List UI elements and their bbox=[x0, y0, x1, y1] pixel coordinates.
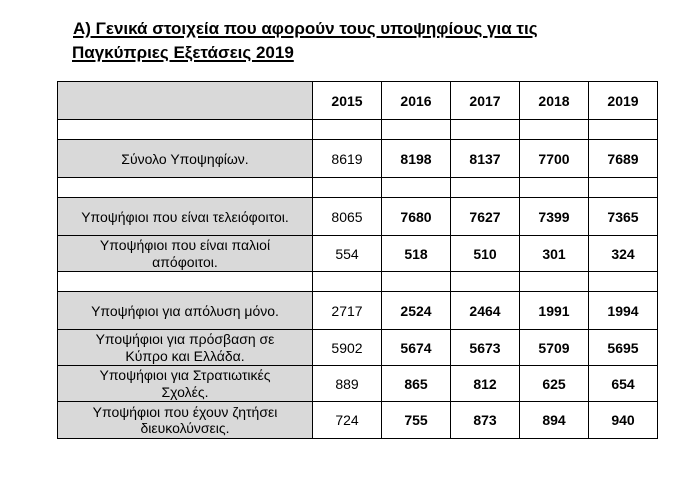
spacer-cell bbox=[451, 178, 520, 198]
header-row bbox=[58, 82, 658, 120]
row-label: Υποψήφιοι που είναι τελειόφοιτοι. bbox=[58, 198, 313, 236]
row-label-line-1: Υποψήφιοι για Στρατιωτικές bbox=[99, 366, 271, 383]
row-label bbox=[58, 402, 313, 439]
value-cell: 5902 bbox=[313, 330, 382, 366]
table-row-accommodations bbox=[58, 402, 658, 439]
value-cell: 5709 bbox=[520, 330, 589, 366]
heading-line-2: Παγκύπριες Εξετάσεις 2019 bbox=[72, 43, 294, 62]
spacer-cell bbox=[313, 120, 382, 140]
value-cell: 2524 bbox=[382, 292, 451, 330]
row-label-line-2: απόφοιτοι. bbox=[152, 253, 218, 270]
table-row-military-schools bbox=[58, 366, 658, 402]
year-header-2015: 2015 bbox=[313, 82, 382, 120]
value-cell: 2464 bbox=[451, 292, 520, 330]
spacer-cell bbox=[451, 272, 520, 292]
row-label-line-1: Υποψήφιοι που είναι παλιοί bbox=[99, 236, 271, 253]
value-cell: 5695 bbox=[589, 330, 658, 366]
spacer-cell bbox=[520, 272, 589, 292]
value-cell: 510 bbox=[451, 236, 520, 272]
row-label-line-2: διευκολύνσεις. bbox=[140, 420, 230, 436]
spacer-cell bbox=[313, 178, 382, 198]
value-cell: 889 bbox=[313, 366, 382, 402]
value-cell: 873 bbox=[451, 402, 520, 439]
value-cell: 8619 bbox=[313, 140, 382, 178]
spacer-cell bbox=[589, 178, 658, 198]
section-heading bbox=[73, 17, 538, 65]
spacer-cell bbox=[58, 178, 313, 198]
row-label-line-2: Κύπρο και Ελλάδα. bbox=[125, 347, 245, 364]
row-label bbox=[58, 366, 313, 402]
value-cell: 654 bbox=[589, 366, 658, 402]
value-cell: 894 bbox=[520, 402, 589, 439]
heading-line-1: A) Γενικά στοιχεία που αφορούν τους υποψηφίους για τις bbox=[73, 19, 538, 38]
value-cell: 554 bbox=[313, 236, 382, 272]
value-cell: 8198 bbox=[382, 140, 451, 178]
header-corner-cell bbox=[58, 82, 313, 120]
table-row-final-year-students bbox=[58, 198, 658, 236]
row-label-line-2: Σχολές. bbox=[161, 383, 209, 400]
spacer-row bbox=[58, 120, 658, 140]
candidates-statistics-table bbox=[57, 81, 658, 439]
spacer-cell bbox=[58, 120, 313, 140]
row-label bbox=[58, 330, 313, 366]
value-cell: 8065 bbox=[313, 198, 382, 236]
table-row-total-candidates bbox=[58, 140, 658, 178]
value-cell: 2717 bbox=[313, 292, 382, 330]
value-cell: 1991 bbox=[520, 292, 589, 330]
value-cell: 625 bbox=[520, 366, 589, 402]
year-header-2016: 2016 bbox=[382, 82, 451, 120]
year-header-2018: 2018 bbox=[520, 82, 589, 120]
value-cell: 301 bbox=[520, 236, 589, 272]
row-label: Σύνολο Υποψηφίων. bbox=[58, 140, 313, 178]
value-cell: 7689 bbox=[589, 140, 658, 178]
row-label-line-1: Υποψήφιοι για πρόσβαση σε bbox=[95, 330, 275, 347]
value-cell: 8137 bbox=[451, 140, 520, 178]
value-cell: 7627 bbox=[451, 198, 520, 236]
table-row-graduation-only bbox=[58, 292, 658, 330]
value-cell: 812 bbox=[451, 366, 520, 402]
value-cell: 7680 bbox=[382, 198, 451, 236]
spacer-cell bbox=[451, 120, 520, 140]
value-cell: 5673 bbox=[451, 330, 520, 366]
spacer-cell bbox=[382, 120, 451, 140]
year-header-2017: 2017 bbox=[451, 82, 520, 120]
value-cell: 1994 bbox=[589, 292, 658, 330]
value-cell: 755 bbox=[382, 402, 451, 439]
table-row-access-cyprus-greece bbox=[58, 330, 658, 366]
value-cell: 7399 bbox=[520, 198, 589, 236]
year-header-2019: 2019 bbox=[589, 82, 658, 120]
row-label: Υποψήφιοι για απόλυση μόνο. bbox=[58, 292, 313, 330]
spacer-cell bbox=[520, 178, 589, 198]
spacer-cell bbox=[382, 272, 451, 292]
row-label-line-1: Υποψήφιοι που έχουν ζητήσει bbox=[92, 404, 278, 420]
value-cell: 5674 bbox=[382, 330, 451, 366]
value-cell: 7365 bbox=[589, 198, 658, 236]
spacer-cell bbox=[313, 272, 382, 292]
table-row-past-graduates bbox=[58, 236, 658, 272]
spacer-cell bbox=[58, 272, 313, 292]
value-cell: 518 bbox=[382, 236, 451, 272]
value-cell: 724 bbox=[313, 402, 382, 439]
value-cell: 940 bbox=[589, 402, 658, 439]
spacer-row bbox=[58, 272, 658, 292]
spacer-cell bbox=[520, 120, 589, 140]
spacer-cell bbox=[589, 272, 658, 292]
value-cell: 865 bbox=[382, 366, 451, 402]
spacer-row bbox=[58, 178, 658, 198]
value-cell: 7700 bbox=[520, 140, 589, 178]
spacer-cell bbox=[589, 120, 658, 140]
row-label bbox=[58, 236, 313, 272]
value-cell: 324 bbox=[589, 236, 658, 272]
spacer-cell bbox=[382, 178, 451, 198]
